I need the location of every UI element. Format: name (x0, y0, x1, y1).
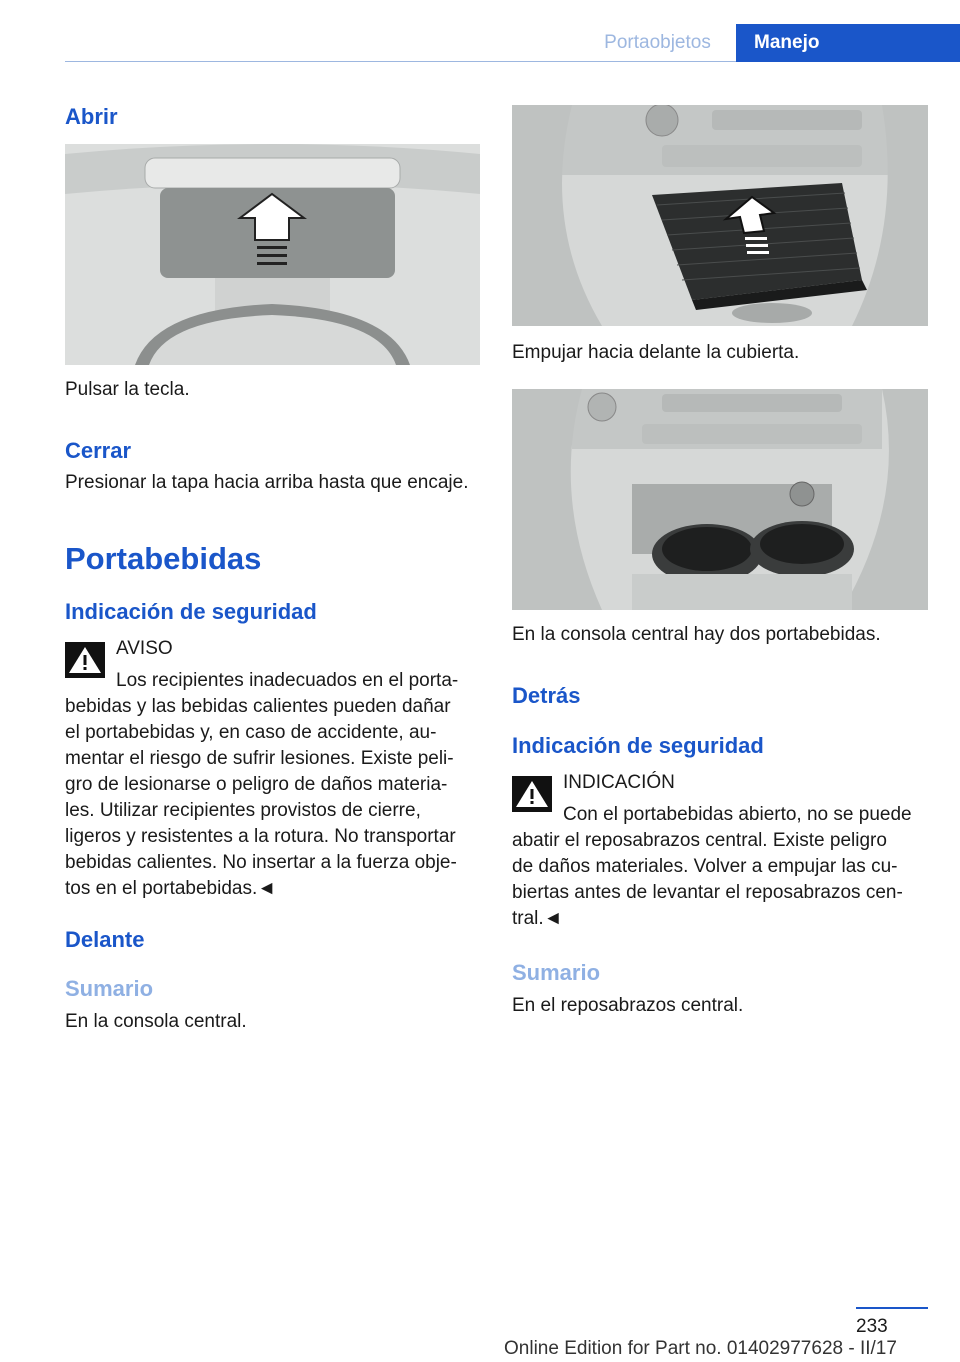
heading-sumario-left: Sumario (65, 976, 154, 1001)
edition-text: Online Edition for Part no. 01402977628 - II/17 (504, 1338, 897, 1359)
header-chapter-tab[interactable]: Manejo (736, 24, 960, 62)
figure-overhead-button (65, 144, 480, 365)
caption-abrir: Pulsar la tecla. (65, 379, 190, 400)
warning-line-1: Los recipientes inadecuados en el porta‐ (116, 670, 459, 691)
warning-line-4: mentar el riesgo de sufrir lesiones. Existe peli‐ (65, 748, 454, 769)
heading-cerrar: Cerrar (65, 438, 132, 463)
text-cerrar: Presionar la tapa hacia arriba hasta que encaje. (65, 472, 469, 493)
heading-safety-left: Indicación de seguridad (65, 599, 317, 624)
caption-fig1: Empujar hacia delante la cubierta. (512, 342, 800, 363)
cupholders-illustration (512, 389, 928, 610)
figure-cover-push (512, 105, 928, 326)
heading-delante: Delante (65, 927, 145, 952)
overhead-console-illustration (65, 144, 480, 365)
warning-line-3: el portabebidas y, en caso de accidente, au‐ (65, 722, 437, 743)
warning-line-5: gro de lesionarse o peligro de daños materia‐ (65, 774, 448, 795)
page-number: 233 (856, 1316, 888, 1337)
header-section-tab[interactable]: Portaobjetos (604, 32, 711, 53)
heading-abrir: Abrir (65, 104, 118, 129)
heading-detras: Detrás (512, 683, 581, 708)
warning-line-2: bebidas y las bebidas calientes pueden dañar (65, 696, 451, 717)
notice-line-3: de daños materiales. Volver a empujar las cu‐ (512, 856, 898, 877)
footer-rule (856, 1307, 928, 1309)
warning-line-7: ligeros y resistentes a la rotura. No transportar (65, 826, 456, 847)
notice-line-1: Con el portabebidas abierto, no se puede (563, 804, 912, 825)
notice-line-4: biertas antes de levantar el reposabrazos cen‐ (512, 882, 903, 903)
heading-safety-right: Indicación de seguridad (512, 733, 764, 758)
warning-line-8: bebidas calientes. No insertar a la fuerza obje‐ (65, 852, 457, 873)
caption-fig2: En la consola central hay dos portabebidas. (512, 624, 881, 645)
notice-line-5: tral.◄ (512, 908, 563, 929)
figure-cupholders (512, 389, 928, 610)
heading-portabebidas: Portabebidas (65, 541, 262, 576)
notice-icon (512, 776, 552, 812)
console-cover-illustration (512, 105, 928, 326)
notice-title: INDICACIÓN (563, 772, 675, 793)
warning-title: AVISO (116, 638, 173, 659)
text-sumario-left: En la consola central. (65, 1011, 247, 1032)
warning-line-9: tos en el portabebidas.◄ (65, 878, 277, 899)
notice-line-2: abatir el reposabrazos central. Existe peligro (512, 830, 887, 851)
text-sumario-right: En el reposabrazos central. (512, 995, 744, 1016)
warning-icon (65, 642, 105, 678)
heading-sumario-right: Sumario (512, 960, 601, 985)
warning-line-6: les. Utilizar recipientes provistos de cierre, (65, 800, 421, 821)
